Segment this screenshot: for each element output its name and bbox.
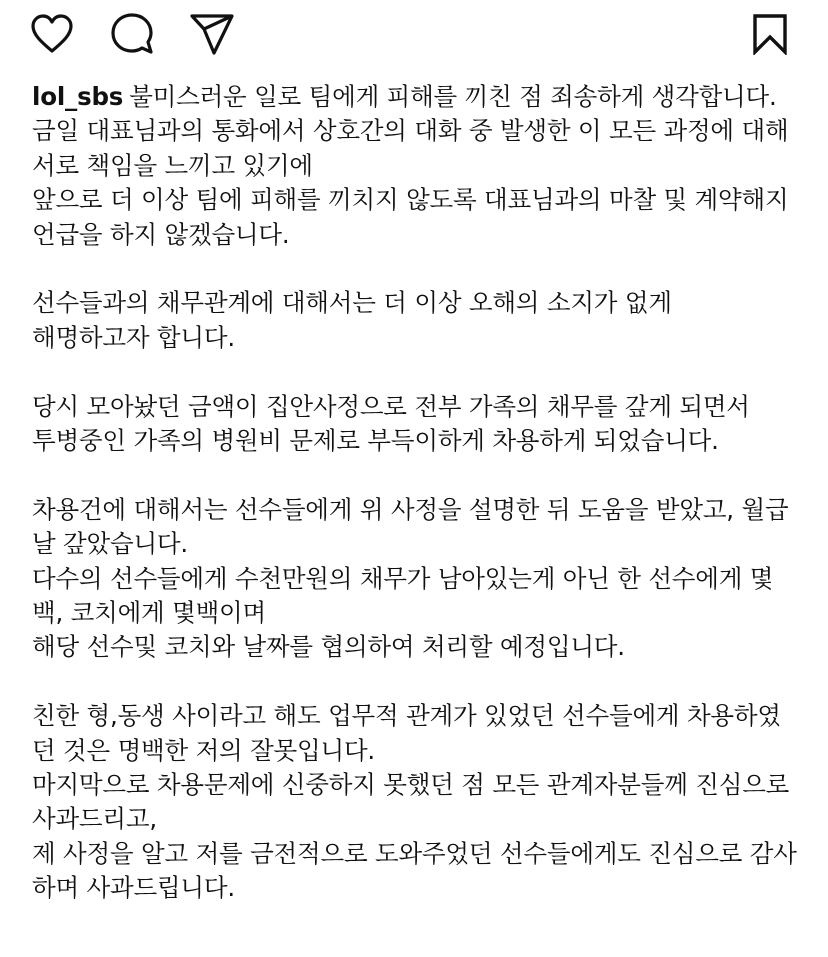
caption-line: 앞으로 더 이상 팀에 피해를 끼치지 않도록 대표님과의 마찰 및 계약해지 언급을 하지 않겠습니다.: [32, 185, 789, 249]
comment-icon: [110, 12, 154, 56]
save-button[interactable]: [748, 12, 792, 56]
caption-line: 당시 모아놨던 금액이 집안사정으로 전부 가족의 채무를 갚게 되면서: [32, 391, 750, 421]
caption-line: 제 사정을 알고 저를 금전적으로 도와주었던 선수들에게도 진심으로 감사하며 사과드립니다.: [32, 838, 797, 903]
comment-button[interactable]: [110, 12, 154, 56]
caption-line: 투병중인 가족의 병원비 문제로 부득이하게 차용하게 되었습니다.: [32, 426, 719, 456]
caption-line: 차용건에 대해서는 선수들에게 위 사정을 설명한 뒤 도움을 받았고, 월급날 갚았습니다.: [32, 494, 789, 559]
like-button[interactable]: [30, 12, 74, 56]
bookmark-icon: [751, 13, 789, 55]
share-icon: [190, 13, 234, 55]
caption-line: 다수의 선수들에게 수천만원의 채무가 남아있는게 아닌 한 선수에게 몇백, 코치에게 몇백이며: [32, 563, 774, 628]
share-button[interactable]: [190, 12, 234, 56]
caption-line: 해명하고자 합니다.: [32, 322, 235, 352]
caption-line: 친한 형,동생 사이라고 해도 업무적 관계가 있었던 선수들에게 차용하였던 것은 명백한 저의 잘못입니다.: [32, 701, 781, 765]
caption-username[interactable]: lol_sbs: [32, 82, 124, 111]
caption-line: 선수들과의 채무관계에 대해서는 더 이상 오해의 소지가 없게: [32, 288, 672, 318]
caption-paragraph-break: [32, 665, 802, 699]
caption-paragraph-break: [32, 252, 802, 286]
caption-paragraph-break: [32, 355, 802, 389]
heart-icon: [30, 14, 74, 54]
caption-line: 금일 대표님과의 통화에서 상호간의 대화 중 발생한 이 모든 과정에 대해 서로 책임을 느끼고 있기에: [32, 116, 789, 180]
caption-line: 마지막으로 차용문제에 신중하지 못했던 점 모든 관계자분들께 진심으로 사과드리고,: [32, 770, 790, 834]
post-action-bar: [0, 0, 828, 70]
caption-text: 불미스러운 일로 팀에게 피해를 끼친 점 죄송하게 생각합니다.: [129, 82, 777, 111]
post-caption: [32, 80, 802, 906]
caption-line: [32, 80, 802, 114]
caption-line: 해당 선수및 코치와 날짜를 협의하여 처리할 예정입니다.: [32, 632, 625, 662]
caption-paragraph-break: [32, 458, 802, 492]
